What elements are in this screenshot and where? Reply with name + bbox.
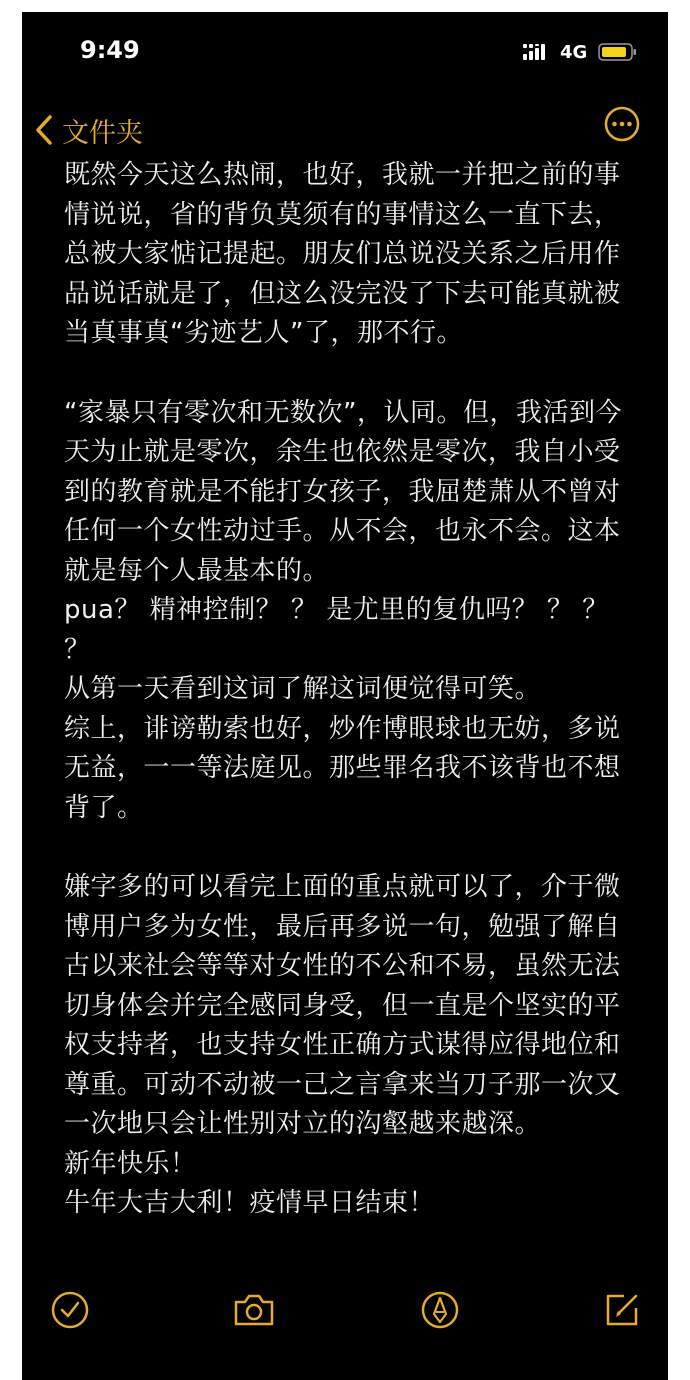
chevron-left-icon <box>34 114 54 146</box>
status-bar <box>22 12 668 92</box>
navigation-bar <box>22 104 668 154</box>
back-label: 文件夹 <box>62 117 143 149</box>
note-paragraph: “家暴只有零次和无数次”，认同。但，我活到今天为止就是零次，余生也依然是零次，我自小受到的教育就是不能打女孩子，我屈楚萧从不曾对任何一个女性动过手。从不会，也永不会。这本就是每个人最基本的。 <box>64 397 622 586</box>
note-paragraph: 既然今天这么热闹，也好，我就一并把之前的事情说说，省的背负莫须有的事情这么一直下去，总被大家惦记提起。朋友们总说没关系之后用作品说话就是了，但这么没完没了下去可能真就被当真事真“劣迹艺人”了，那不行。 <box>64 160 621 348</box>
note-paragraph: 从第一天看到这词了解这词便觉得可笑。 <box>64 674 542 704</box>
note-paragraph: pua？ 精神控制？ ？ 是尤里的复仇吗？ ？ ？ ？ <box>64 595 609 665</box>
more-options-icon[interactable] <box>604 106 640 142</box>
notes-screen <box>22 12 668 1380</box>
battery-icon <box>598 42 638 62</box>
checklist-icon[interactable] <box>50 1290 90 1330</box>
status-time: 9:49 <box>80 36 140 64</box>
bottom-toolbar <box>22 1290 668 1350</box>
markup-pen-icon[interactable] <box>420 1290 460 1330</box>
signal-bars-icon <box>523 42 553 62</box>
camera-icon[interactable] <box>232 1290 276 1330</box>
note-paragraph: 综上，诽谤勒索也好，炒作博眼球也无妨，多说无益，一一等法庭见。那些罪名我不该背也不想背了。 <box>64 713 621 823</box>
network-type: 4G <box>560 42 588 63</box>
note-body[interactable] <box>64 156 634 1224</box>
back-button[interactable] <box>34 110 143 150</box>
note-paragraph: 新年快乐！ <box>64 1148 197 1179</box>
note-paragraph: 嫌字多的可以看完上面的重点就可以了，介于微博用户多为女性，最后再多说一句，勉强了解自古以来社会等等对女性的不公和不易，虽然无法切身体会并完全感同身受，但一直是个坚实的平权支持者，也支持女性正确方式谋得应得地位和尊重。可动不动被一己之言拿来当刀子那一次又一次地只会让性别对立的沟壑越来越深。 <box>64 872 621 1139</box>
note-paragraph: 牛年大吉大利！疫情早日结束！ <box>64 1188 436 1218</box>
compose-icon[interactable] <box>602 1290 642 1330</box>
